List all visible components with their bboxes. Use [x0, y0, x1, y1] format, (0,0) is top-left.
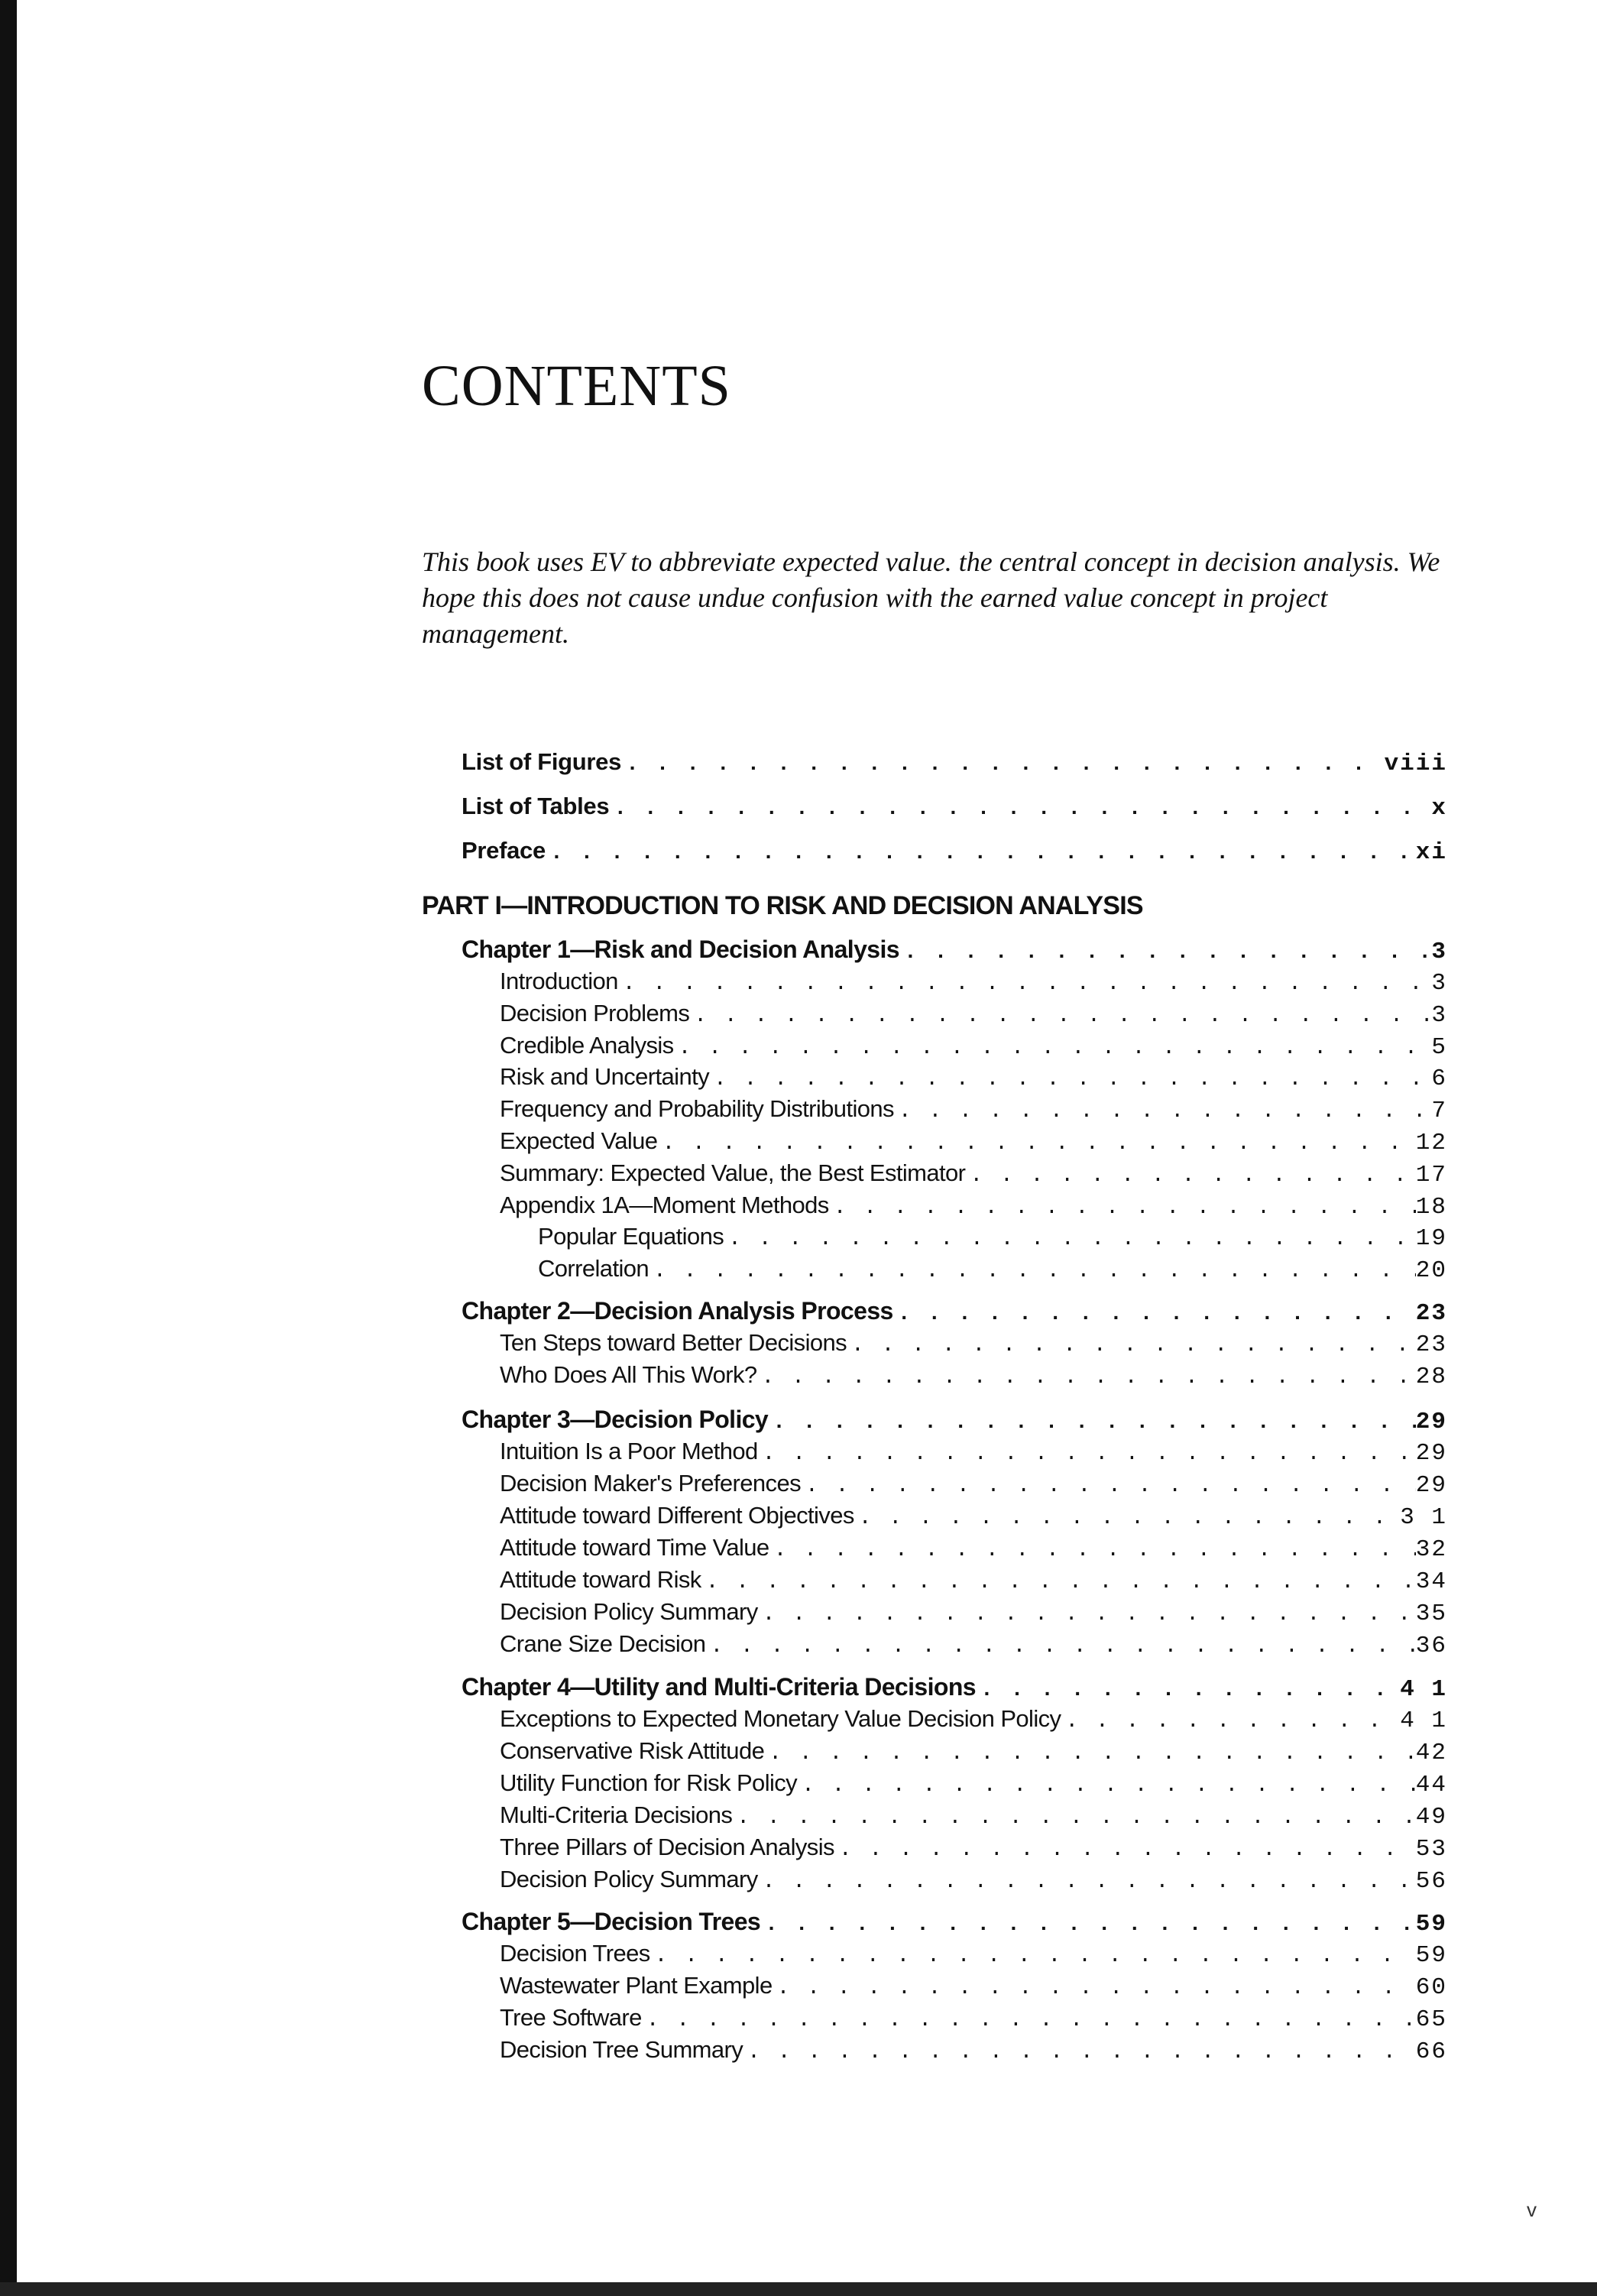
page-bottom-edge — [0, 2282, 1597, 2296]
toc-section[interactable]: Decision Problems . . . 3 — [500, 997, 1447, 1030]
toc-section[interactable]: Risk and Uncertainty . . . 6 — [500, 1061, 1447, 1093]
toc-entry-list-of-figures[interactable]: List of Figures . . . viii — [462, 746, 1447, 778]
toc-section[interactable]: Decision Trees . . . 59 — [500, 1938, 1447, 1970]
toc-section[interactable]: Summary: Expected Value, the Best Estimator . . . 17 — [500, 1157, 1447, 1189]
toc-section[interactable]: Attitude toward Risk . . . 34 — [500, 1564, 1447, 1596]
toc-section[interactable]: Multi-Criteria Decisions . . . 49 — [500, 1799, 1447, 1831]
toc-chapter-1[interactable]: Chapter 1—Risk and Decision Analysis . . . 3 — [462, 933, 1447, 965]
toc-section[interactable]: Wastewater Plant Example . . . 60 — [500, 1970, 1447, 2002]
toc-subsection[interactable]: Popular Equations . . . 19 — [538, 1221, 1447, 1253]
toc-section[interactable]: Frequency and Probability Distributions . . . 7 — [500, 1093, 1447, 1125]
toc-section[interactable]: Who Does All This Work? . . . 28 — [500, 1359, 1447, 1391]
toc-section[interactable]: Decision Tree Summary . . . 66 — [500, 2034, 1447, 2066]
toc-chapter-3[interactable]: Chapter 3—Decision Policy . . . 29 — [462, 1403, 1447, 1435]
toc-section[interactable]: Utility Function for Risk Policy . . . 44 — [500, 1767, 1447, 1799]
toc-section[interactable]: Credible Analysis . . . 5 — [500, 1030, 1447, 1062]
toc-section[interactable]: Decision Policy Summary . . . 56 — [500, 1863, 1447, 1895]
toc-section[interactable]: Attitude toward Different Objectives . . . 3 1 — [500, 1500, 1447, 1532]
toc-section[interactable]: Expected Value . . . 12 — [500, 1125, 1447, 1157]
toc-section[interactable]: Appendix 1A—Moment Methods . . . 18 — [500, 1189, 1447, 1221]
toc-subsection[interactable]: Correlation . . . 20 — [538, 1253, 1447, 1285]
toc-entry-list-of-tables[interactable]: List of Tables . . . x — [462, 790, 1447, 822]
toc-section[interactable]: Exceptions to Expected Monetary Value Decision Policy . . . 4 1 — [500, 1703, 1447, 1735]
toc-chapter-2[interactable]: Chapter 2—Decision Analysis Process . . . 23 — [462, 1295, 1447, 1327]
toc-section[interactable]: Intuition Is a Poor Method . . . 29 — [500, 1435, 1447, 1467]
toc-section[interactable]: Tree Software . . . 65 — [500, 2002, 1447, 2034]
toc-section[interactable]: Three Pillars of Decision Analysis . . . 53 — [500, 1831, 1447, 1863]
page-number: v — [1527, 2198, 1537, 2221]
toc-section[interactable]: Crane Size Decision . . . 36 — [500, 1628, 1447, 1660]
toc-section[interactable]: Decision Policy Summary . . . 35 — [500, 1596, 1447, 1628]
toc-section[interactable]: Decision Maker's Preferences . . . 29 — [500, 1467, 1447, 1500]
toc-section[interactable]: Attitude toward Time Value . . . 32 — [500, 1532, 1447, 1564]
part-heading: PART I—INTRODUCTION TO RISK AND DECISION ANALYSIS — [422, 891, 1143, 920]
page-title: CONTENTS — [422, 354, 731, 418]
toc-chapter-5[interactable]: Chapter 5—Decision Trees . . . 59 — [462, 1905, 1447, 1938]
toc-section[interactable]: Introduction . . . 3 — [500, 965, 1447, 997]
toc-section[interactable]: Conservative Risk Attitude . . . 42 — [500, 1735, 1447, 1767]
toc-entry-preface[interactable]: Preface . . . xi — [462, 835, 1447, 867]
toc-section[interactable]: Ten Steps toward Better Decisions . . . 23 — [500, 1327, 1447, 1359]
toc-chapter-4[interactable]: Chapter 4—Utility and Multi-Criteria Decisions . . . 4 1 — [462, 1671, 1447, 1703]
page-left-edge — [0, 0, 17, 2296]
abbreviation-note: This book uses EV to abbreviate expected value. the central concept in decision analysis. We hope this does not cause undue confusion with the earned value concept in project management. — [422, 546, 1440, 649]
